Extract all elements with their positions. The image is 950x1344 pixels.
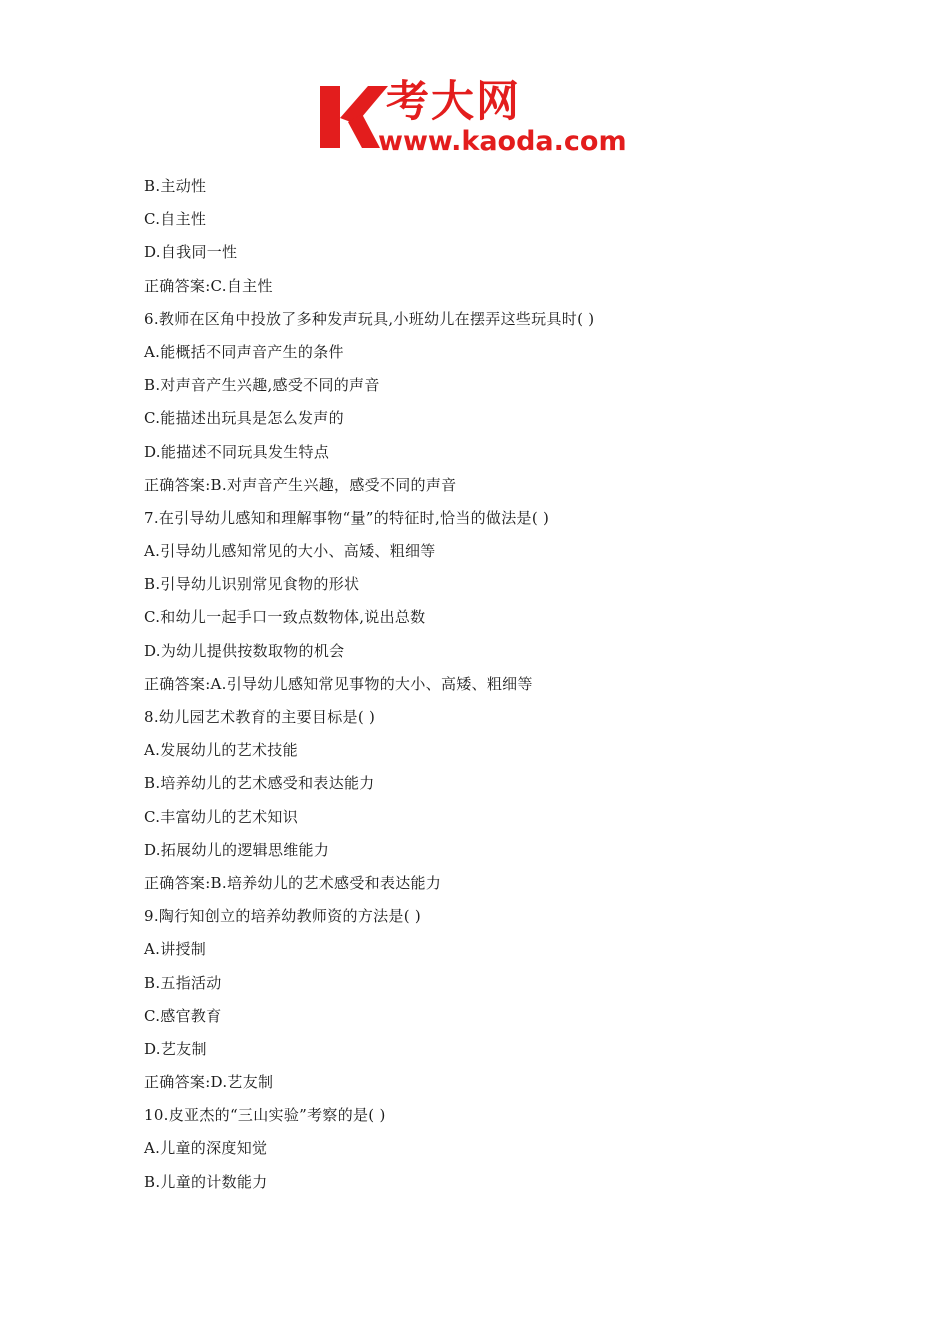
option-line: B.主动性 xyxy=(144,177,207,195)
option-line: A.能概括不同声音产生的条件 xyxy=(144,342,344,361)
option-line: D.拓展幼儿的逻辑思维能力 xyxy=(144,840,330,859)
option-line: B.培养幼儿的艺术感受和表达能力 xyxy=(144,774,375,793)
question-line: 6.教师在区角中投放了多种发声玩具,小班幼儿在摆弄这些玩具时( ) xyxy=(144,309,595,328)
option-line: B.五指活动 xyxy=(144,973,222,992)
option-line: C.自主性 xyxy=(144,210,207,229)
option-line: D.自我同一性 xyxy=(144,243,238,262)
option-line: A.引导幼儿感知常见的大小、高矮、粗细等 xyxy=(144,542,436,561)
option-line: D.能描述不同玩具发生特点 xyxy=(144,442,330,461)
brand-title: 考大网 xyxy=(386,77,521,127)
option-line: D.艺友制 xyxy=(144,1039,207,1058)
answer-line: 正确答案:A.引导幼儿感知常见事物的大小、高矮、粗细等 xyxy=(144,674,533,693)
question-line: 10.皮亚杰的“三山实验”考察的是( ) xyxy=(144,1106,386,1125)
answer-line: 正确答案:C.自主性 xyxy=(144,276,273,295)
kaoda-logo[interactable] xyxy=(318,77,638,160)
option-line: C.能描述出玩具是怎么发声的 xyxy=(144,409,344,428)
answer-line: 正确答案:B.培养幼儿的艺术感受和表达能力 xyxy=(144,873,442,892)
option-line: A.讲授制 xyxy=(144,940,207,959)
answer-line: 正确答案:D.艺友制 xyxy=(144,1073,274,1092)
page-header xyxy=(0,70,950,170)
option-line: C.和幼儿一起手口一致点数物体,说出总数 xyxy=(144,608,426,627)
answer-line: 正确答案:B.对声音产生兴趣，感受不同的声音 xyxy=(144,475,457,494)
option-line: A.发展幼儿的艺术技能 xyxy=(144,741,298,760)
question-line: 8.幼儿园艺术教育的主要目标是( ) xyxy=(144,708,376,726)
question-line: 9.陶行知创立的培养幼教师资的方法是( ) xyxy=(144,907,422,926)
option-line: B.对声音产生兴趣,感受不同的声音 xyxy=(144,376,380,395)
brand-url: www.kaoda.com xyxy=(378,126,627,157)
option-line: B.引导幼儿识别常见食物的形状 xyxy=(144,575,360,594)
option-line: A.儿童的深度知觉 xyxy=(144,1139,268,1158)
option-line: D.为幼儿提供按数取物的机会 xyxy=(144,641,345,660)
option-line: C.感官教育 xyxy=(144,1006,222,1025)
option-line: C.丰富幼儿的艺术知识 xyxy=(144,807,299,826)
question-line: 7.在引导幼儿感知和理解事物“量”的特征时,恰当的做法是( ) xyxy=(144,508,550,527)
question-content xyxy=(144,172,824,1201)
option-line: B.儿童的计数能力 xyxy=(144,1172,268,1191)
